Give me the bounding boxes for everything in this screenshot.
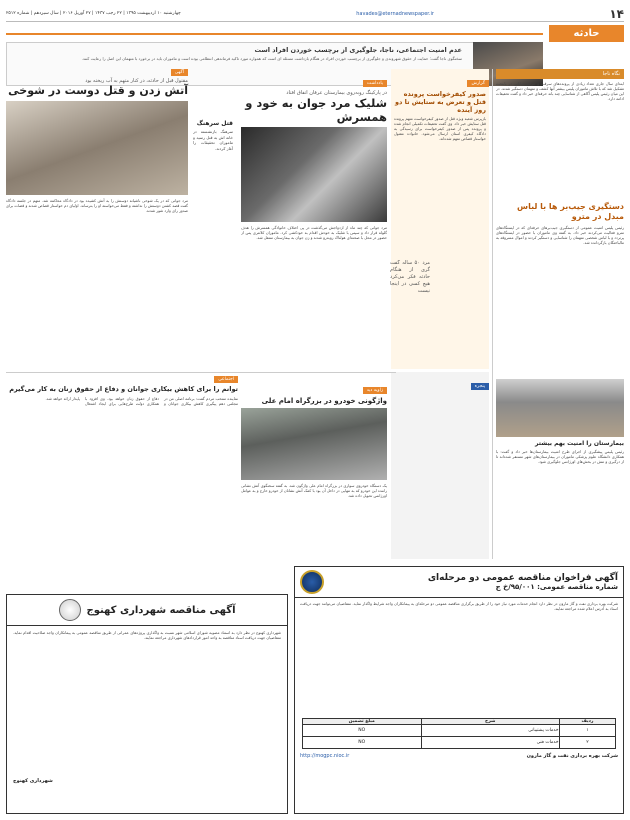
social-tag: اجتماعی	[214, 376, 238, 383]
email: havades@eternadnewspaper.ir	[356, 10, 434, 17]
tender-table	[302, 718, 617, 749]
column-divider	[492, 69, 493, 559]
social-text: نماینده منتخب مردم گفت: برنامه اصلی من در مجلس دهم پیگیری کاهش بیکاری جوانان و دفاع از حقوق زنان خواهد بود. وی افزود با همکاری دولت طرح‌هایی برای ایجاد اشتغال پایدار ارائه خواهد شد.	[45, 396, 238, 406]
sidebar-box	[193, 120, 233, 240]
tender-subtitle: شماره مناقصه عمومی: ۹۵/۰۰۱/خ ج	[495, 583, 618, 591]
window-tag: پنجره	[471, 383, 489, 390]
section-line	[6, 33, 543, 35]
report-headline: صدور کیفرخواست پرونده قتل و تعرض به ستایش تا دو روز آینده	[395, 90, 486, 114]
left-tag: آگهی	[171, 69, 188, 76]
municipality-logo-icon	[59, 599, 81, 621]
right-top-text: ابتدای سال جاری تعداد زیادی از پرونده‌های سرقت و جرایم خیابانی در پایتخت تشکیل شد که با تلاش ماموران پلیس بیشتر آنها کشف و متهمان دستگیر شدند. در این میان رئیس پلیس آگاهی از شناسایی چند باند حرفه‌ای خبر داد و گفت تحقیقات ادامه دارد.	[496, 81, 624, 101]
overturn-story	[241, 376, 387, 561]
tender-ad	[294, 566, 624, 814]
table-row	[302, 725, 616, 737]
page-number: ۱۴	[609, 6, 624, 21]
table-cell: خدمات پشتیبانی	[421, 725, 559, 737]
social-headline: توانم را برای کاهش بیکاری جوانان و دفاع از حقوق زنان به کار می‌گیرم	[9, 385, 238, 393]
police-officers-photo	[496, 379, 624, 437]
overturn-text: یک دستگاه خودروی سواری در بزرگراه امام علی واژگون شد. به گفته سخنگوی آتش نشانی راننده این خودرو که به تنهایی در داخل آن بود با کمک آتش نشانان از خودرو خارج و به عوامل اورژانس تحویل داده شد.	[241, 483, 387, 498]
table-cell: ۲	[559, 737, 616, 749]
sidebar-title: قتل سرهنگ	[196, 120, 233, 127]
quote-text: مرد ۵۰ ساله گفت گری از هنگام حادثه فکر می‌کرد هیچ کسی در اینجا نیست	[390, 260, 430, 294]
overturned-car-photo	[241, 408, 387, 480]
table-cell: NO	[302, 725, 421, 737]
municipality-signature: شهرداری کهنوج	[13, 778, 53, 784]
right-column	[496, 69, 624, 559]
tender-url[interactable]: http://mogpc.nioc.ir	[300, 753, 350, 759]
right-text: رئیس پلیس امنیت عمومی از دستگیری جیب‌برهای حرفه‌ای که در ایستگاه‌های مترو فعالیت می‌کردند خبر داد. به گفته وی ماموران با حضور در ایستگاه‌های پرتردد و با لباس شخصی متهمان را شناسایی و دستگیر کردند و اموال مسروقه به مالباختگان بازگردانده شد.	[496, 225, 624, 245]
municipality-title: آگهی مناقصه شهرداری کهنوج	[86, 604, 236, 616]
left-text: مرد جوانی که در یک شوخی ناشیانه دوستش را به آتش کشیده بود در دادگاه محاکمه شد. متهم در جلسه دادگاه گفت قصد کشتن دوستش را نداشته و فقط می‌خواسته او را بترساند. اولیای دم خواستار قصاص شدند و قضات برای صدور رای وارد شور شدند.	[6, 198, 188, 213]
left-story	[6, 69, 188, 369]
date-line: چهارشنبه ۱۰ اردیبهشت ۱۳۹۵ | ۲۲ رجب ۱۴۳۷ | ۲۷ آوریل ۲۰۱۶ | سال سیزدهم | شماره ۲۵۱۲	[6, 11, 181, 16]
municipality-text: شهرداری کهنوج در نظر دارد به استناد مصوبه شورای اسلامی شهر نسبت به واگذاری پروژه‌های عمرانی از طریق مناقصه عمومی به پیمانکاران واجد صلاحیت اقدام نماید. متقاضیان جهت دریافت اسناد مناقصه به واحد امور قراردادهای شهرداری مراجعه نمایند.	[13, 630, 281, 640]
table-row	[302, 737, 616, 749]
overturn-tag: زاویه دید	[363, 387, 387, 394]
lead-body: سخنگوی ناجا گفت: حمایت از حقوق شهروندی و جلوگیری از برچسب خوردن افراد در هنگام بازداشت مسئله ای است که همواره مورد تاکید فرماندهی انتظامی بوده است و ماموران باید در برخورد با متهمان این اصل را رعایت کنند.	[81, 56, 462, 61]
tender-title: آگهی فراخوان مناقصه عمومی دو مرحله‌ای	[427, 573, 618, 583]
top-bar	[6, 6, 624, 22]
tender-text: شرکت بهره برداری نفت و گاز مارون در نظر دارد انجام خدمات مورد نیاز خود را از طریق برگزاری مناقصه عمومی دو مرحله‌ای به پیمانکاران واجد شرایط واگذار نماید. متقاضیان می‌توانند جهت دریافت اسناد به آدرس اعلام شده مراجعه نمایند.	[300, 601, 618, 611]
sidebar-text: سرهنگ بازنشسته در خانه اش به قتل رسید و ماموران تحقیقات را آغاز کردند.	[193, 129, 233, 151]
right-headline: دستگیری جیب‌بر ها با لباس مبدل در مترو	[517, 202, 624, 221]
oil-company-logo-icon	[300, 570, 324, 594]
municipality-ad	[6, 594, 288, 814]
center-headline: شلیک مرد جوان به خود و همسرش	[245, 96, 387, 124]
center-tag: یادداشت	[363, 80, 387, 87]
bottom-mid-box	[391, 372, 489, 559]
courtroom-photo	[6, 101, 188, 195]
table-cell: ۱	[559, 725, 616, 737]
center-kicker: در پارکینگ روبه‌روی بیمارستان عرفان اتفاق افتاد	[286, 90, 387, 96]
left-headline: آتش زدن و قتل دوست در شوخی	[8, 84, 188, 97]
right-bottom-headline: بیمارستان را امنیت بهم بیشتر	[535, 440, 624, 447]
social-story	[6, 376, 238, 561]
table-header: مبلغ تضمین	[302, 719, 421, 725]
lead-title: عدم امنیت اجتماعی، ناجا، جلوگیری از برچسب خوردن افراد است	[254, 46, 462, 54]
left-kicker: مقتول قبل از حادثه، در کنار متهم به آب ریخته بود	[85, 78, 188, 84]
center-text: مرد جوانی که چند ماه از ازدواجش می‌گذشت در پی اختلاف خانوادگی همسرش را هدف گلوله قرار داد و سپس با شلیک به خودش اقدام به خودکشی کرد. ماموران کلانتری پس از حضور در محل با صحنه‌ای هولناک روبه‌رو شدند و زن جوان به بیمارستان منتقل شد.	[241, 225, 387, 240]
quote-box	[390, 260, 430, 360]
table-header: ردیف	[559, 719, 616, 725]
right-bottom-text: رئیس پلیس پیشگیری از اجرای طرح امنیت بیمارستان‌ها خبر داد و گفت: با همکاری دانشگاه علوم پزشکی ماموران در بیمارستان‌های شهر مستقر شده‌اند تا از درگیری و تنش در بخش‌های اورژانس جلوگیری شود.	[496, 449, 624, 464]
report-text: بازپرس شعبه ویژه قتل از صدور کیفرخواست متهم پرونده قتل ستایش خبر داد. وی گفت تحقیقات تکمیلی انجام شده و پرونده پس از صدور کیفرخواست برای رسیدگی به دادگاه کیفری استان ارسال می‌شود. خانواده مقتول خواستار قصاص متهم شده‌اند.	[394, 116, 486, 141]
table-cell: NO	[302, 737, 421, 749]
overturn-headline: واژگونی خودرو در بزرگراه امام علی	[261, 397, 387, 405]
report-tag: گزارش	[467, 80, 489, 87]
section-tag: حادثه	[549, 25, 624, 42]
table-header: شرح	[421, 719, 559, 725]
right-tag: نگاه ناجا	[496, 69, 624, 79]
table-cell: خدمات فنی	[421, 737, 559, 749]
center-story	[241, 69, 387, 369]
horizontal-divider	[6, 372, 396, 373]
tender-company: شرکت بهره برداری نفت و گاز مارون	[526, 753, 618, 759]
car-interior-photo	[241, 127, 387, 222]
